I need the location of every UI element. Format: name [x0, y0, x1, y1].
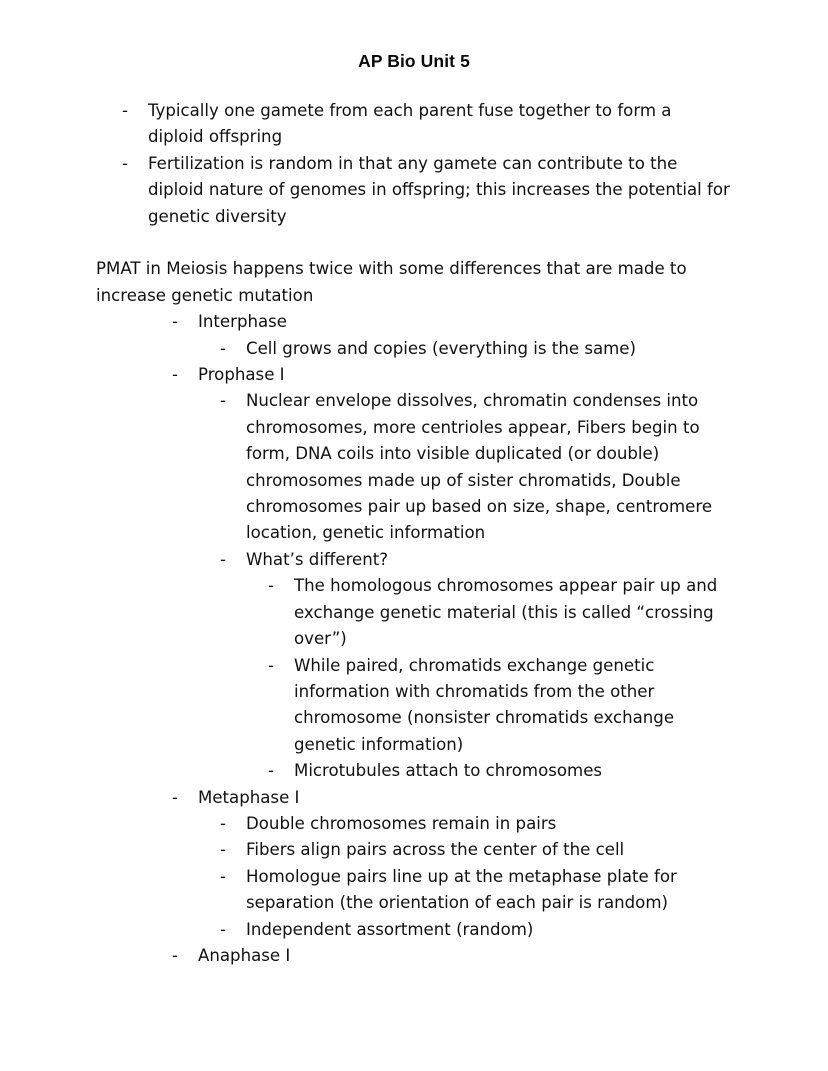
bullet-marker-icon: -	[268, 761, 274, 781]
phase-heading: Anaphase I	[198, 945, 291, 965]
list-item	[220, 811, 758, 837]
paragraph-spacer	[0, 230, 828, 256]
list-item-text: Nuclear envelope dissolves, chromatin condenses into chromosomes, more centrioles appear, Fibers begin to form, DNA coils into visible duplicated (or double) chromosomes made up of sister chromatids, Double chromosomes pair up based on size, shape, centromere location, genetic information	[246, 391, 713, 543]
list-item-prophase-1	[172, 362, 758, 388]
list-item-anaphase-1	[172, 943, 758, 969]
bullet-marker-icon: -	[220, 338, 226, 358]
bullet-marker-icon: -	[122, 101, 128, 120]
bullet-marker-icon: -	[220, 391, 226, 411]
list-item-text: Homologue pairs line up at the metaphase plate for separation (the orientation of each pair is random)	[246, 866, 677, 913]
phase-heading: Interphase	[198, 312, 288, 332]
list-item-text: Double chromosomes remain in pairs	[246, 813, 557, 833]
bullet-marker-icon: -	[172, 787, 178, 807]
phase-heading: Prophase I	[198, 365, 285, 385]
bullet-marker-icon: -	[220, 813, 226, 833]
list-item	[268, 758, 756, 784]
list-item	[220, 336, 758, 362]
list-item	[122, 151, 756, 230]
page-title: AP Bio Unit 5	[358, 51, 470, 71]
bullet-marker-icon: -	[220, 919, 226, 939]
list-item	[268, 653, 756, 759]
list-item	[220, 388, 758, 546]
document-body	[0, 98, 828, 969]
list-item-text: Typically one gamete from each parent fuse together to form a diploid offspring	[148, 101, 672, 147]
list-item	[122, 98, 756, 151]
bullet-marker-icon: -	[220, 866, 226, 886]
list-item-text: Cell grows and copies (everything is the same)	[246, 338, 636, 358]
list-item-text: Fertilization is random in that any gamete can contribute to the diploid nature of genomes in offspring; this increases the potential for genetic diversity	[148, 153, 730, 226]
list-item-interphase	[172, 309, 758, 335]
list-item-text: Independent assortment (random)	[246, 919, 534, 939]
list-item	[220, 917, 758, 943]
list-item-metaphase-1	[172, 785, 758, 811]
list-item-text: While paired, chromatids exchange genetic information with chromatids from the other chromosome (nonsister chromatids exchange genetic information)	[294, 655, 675, 754]
bullet-marker-icon: -	[172, 945, 178, 965]
bullet-marker-icon: -	[172, 312, 178, 332]
bullet-marker-icon: -	[220, 840, 226, 860]
bullet-marker-icon: -	[122, 153, 128, 173]
bullet-marker-icon: -	[172, 365, 178, 385]
bullet-marker-icon: -	[268, 655, 274, 675]
phase-heading: Metaphase I	[198, 787, 300, 807]
list-item	[220, 837, 758, 863]
list-item	[268, 573, 756, 652]
pmat-paragraph: PMAT in Meiosis happens twice with some differences that are made to increase genetic mutation	[96, 259, 687, 305]
bullet-marker-icon: -	[220, 549, 226, 569]
list-item-text: Microtubules attach to chromosomes	[294, 761, 603, 781]
list-item-text: Fibers align pairs across the center of the cell	[246, 840, 625, 860]
list-item-text: What’s different?	[246, 549, 389, 569]
bullet-marker-icon: -	[268, 576, 274, 596]
list-item	[220, 864, 758, 917]
list-item-text: The homologous chromosomes appear pair up and exchange genetic material (this is called “crossing over”)	[294, 576, 718, 649]
list-item-whats-different	[220, 547, 758, 573]
